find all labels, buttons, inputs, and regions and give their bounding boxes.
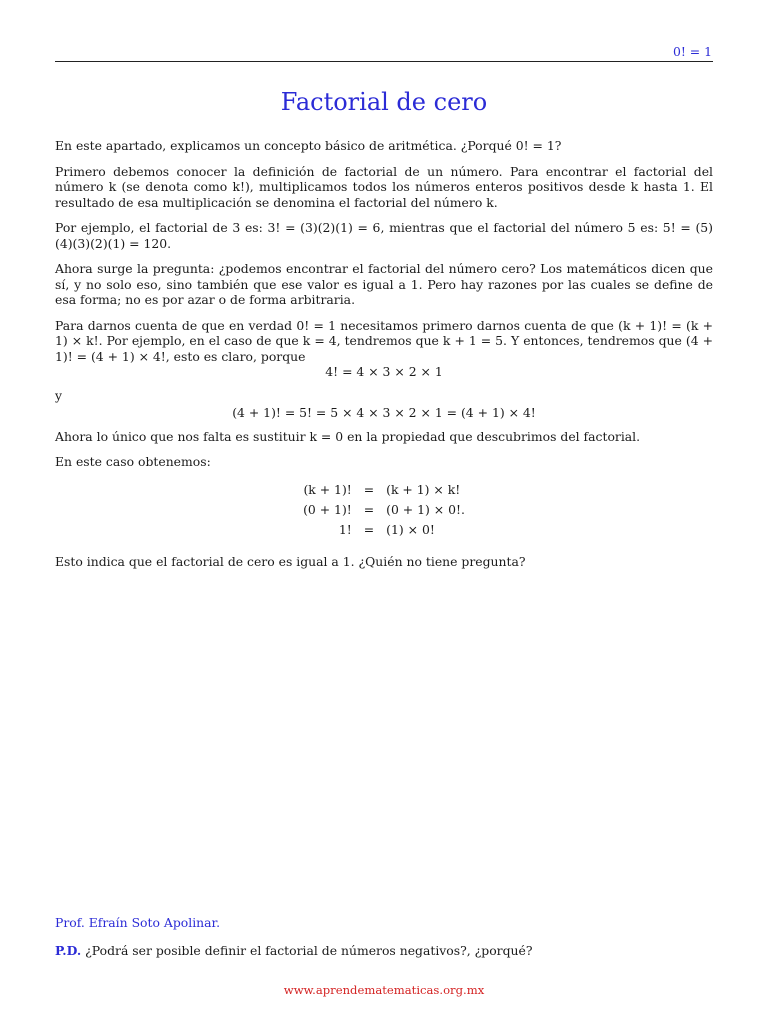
equation-rhs: (1) × 0!: [386, 521, 435, 537]
equation-row: [303, 520, 465, 540]
equation-relation: =: [363, 501, 375, 517]
aligned-equations: [55, 480, 713, 540]
intro-paragraph: En este apartado, explicamos un concepto básico de aritmética. ¿Porqué 0! = 1?: [55, 138, 562, 153]
conclusion-paragraph: Esto indica que el factorial de cero es igual a 1. ¿Quién no tiene pregunta?: [55, 553, 526, 569]
equation-rhs: (0 + 1) × 0!.: [386, 501, 465, 517]
postscript-label: P.D.: [55, 943, 82, 958]
equation-lhs: (0 + 1)!: [303, 501, 352, 517]
substitution-paragraph: Ahora lo único que nos falta es sustituir k = 0 en la propiedad que descubrimos del factorial.: [55, 428, 641, 444]
definition-paragraph: Primero debemos conocer la definición de factorial de un número. Para encontrar el factorial del número k (se denota como k!), multiplicamos todos los números enteros positivos desde k hasta 1. El resultado de esa multiplicación se denomina el factorial del número k.: [55, 163, 713, 210]
conjunction-y: y: [55, 387, 62, 403]
case-paragraph: En este caso obtenemos:: [55, 454, 211, 469]
equation-5-factorial: (4 + 1)! = 5! = 5 × 4 × 3 × 2 × 1 = (4 + 1) × 4!: [232, 405, 536, 420]
equation-relation: =: [363, 521, 375, 537]
property-paragraph: Para darnos cuenta de que en verdad 0! = 1 necesitamos primero darnos cuenta de que (k + 1)! = (k + 1) × k!. Por ejemplo, en el caso de que k = 4, tendremos que k + 1 = 5. Y entonces, tendremos que (4 + 1)! = (4 + 1) × 4!, esto es claro, porque: [55, 317, 713, 364]
running-header: 0! = 1: [672, 44, 712, 59]
footer-website-link[interactable]: www.aprendematematicas.org.mx: [283, 983, 485, 997]
question-paragraph: Ahora surge la pregunta: ¿podemos encontrar el factorial del número cero? Los matemáticos dicen que sí, y no solo eso, sino también que ese valor es igual a 1. Pero hay razones por las cuales se define de esa forma; no es por azar o de forma arbitraria.: [55, 261, 713, 307]
equation-row: [303, 500, 465, 520]
page-title: Factorial de cero: [280, 88, 488, 116]
equation-lhs: (k + 1)!: [303, 481, 352, 497]
document-body: [55, 138, 713, 579]
equation-4-factorial: 4! = 4 × 3 × 2 × 1: [325, 364, 443, 379]
equation-row: [303, 480, 465, 500]
equation-lhs: 1!: [338, 521, 352, 537]
postscript-text: ¿Podrá ser posible definir el factorial de números negativos?, ¿porqué?: [85, 943, 533, 958]
aligned-equations-table: [303, 480, 465, 540]
equation-relation: =: [363, 481, 375, 497]
example-paragraph: Por ejemplo, el factorial de 3 es: 3! = (3)(2)(1) = 6, mientras que el factorial del número 5 es: 5! = (5)(4)(3)(2)(1) = 120.: [55, 220, 713, 251]
header-rule: [55, 61, 713, 62]
postscript: [55, 943, 532, 959]
author-signature: Prof. Efraín Soto Apolinar.: [55, 915, 221, 930]
equation-rhs: (k + 1) × k!: [386, 481, 461, 497]
